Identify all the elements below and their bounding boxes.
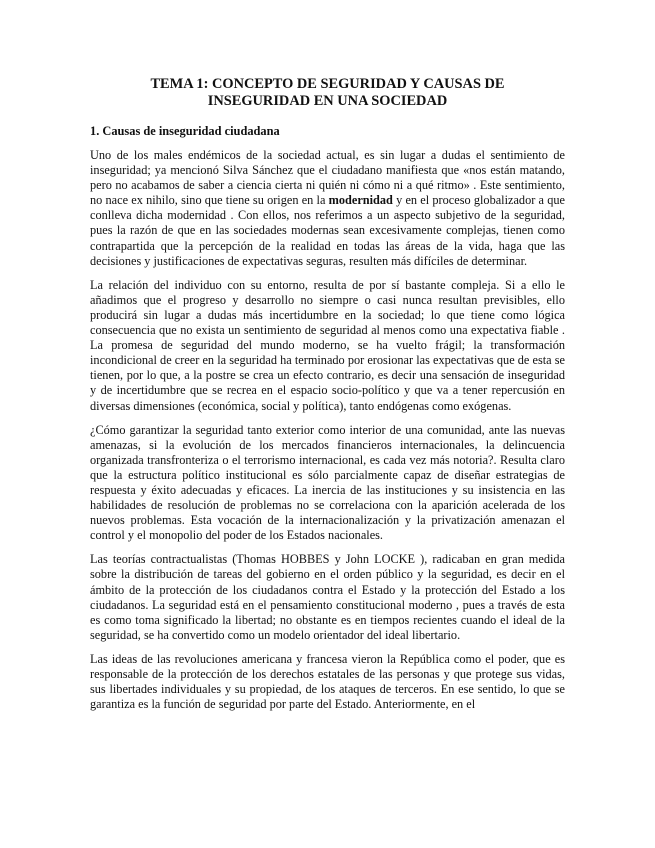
paragraph-1-bold-term: modernidad bbox=[328, 193, 393, 208]
paragraph-1 bbox=[90, 148, 565, 269]
paragraph-2: La relación del individuo con su entorno, resulta de por sí bastante compleja. Si a ello le añadimos que el progreso y desarrollo no siempre o casi nunca resultan previsibles, ello producirá sin lugar a dudas más incertidumbre en la sociedad; lo que tiene como lógica consecuencia que no exista un sentimiento de seguridad al menos como una expectativa fiable . La promesa de seguridad del mundo moderno, se ha vuelto frágil; la transformación incondicional de creer en la seguridad ha terminado por erosionar las expectativas que de esta se tienen, por lo que, a la postre se crea un efecto contrario, es decir una sensación de inseguridad y de incertidumbre que se recrea en el espacio socio-político y que va a tener repercusión en diversas dimensiones (económica, social y política), tanto endógenas como exógenas. bbox=[90, 277, 565, 413]
paragraph-1-text-a: Uno de los males endémicos de la sociedad actual, es sin lugar a dudas el sentimiento de inseguridad; ya mencionó Silva Sánchez que el ciudadano manifiesta que «nos están matando, pero no acabamos de saber a ciencia cierta ni quién ni cómo ni a qué ritmo» . Este sentimiento, no nace ex nihilo, sino que tiene su origen en la bbox=[90, 148, 565, 208]
paragraph-3: ¿Cómo garantizar la seguridad tanto exterior como interior de una comunidad, ante las nuevas amenazas, si la evolución de los mercados financieros internacionales, la delincuencia organizada transfronteriza o el terrorismo internacional, es cada vez más notoria?. Resulta claro que la estructura político institucional es sólo parcialmente capaz de diseñar estrategias de respuesta y éxito adecuadas y eficaces. La inercia de las instituciones y su insistencia en las habilidades de resolución de problemas no se correlaciona con la aparición acelerada de los nuevos problemas. Esta vocación de la internacionalización y la privatización amenazan el control y el monopolio del poder de los Estados nacionales. bbox=[90, 422, 565, 543]
document-title bbox=[90, 76, 565, 110]
title-line-2: INSEGURIDAD EN UNA SOCIEDAD bbox=[207, 93, 448, 109]
section-heading: 1. Causas de inseguridad ciudadana bbox=[90, 124, 280, 138]
paragraph-1-text-b: y en el proceso globalizador a que conlleva dicha modernidad . Con ellos, nos referimos a un aspecto subjetivo de la seguridad, pues la razón de que en las sociedades modernas sean excesivamente complejas, tienen como contrapartida que la percepción de la realidad en todas las áreas de la vida, haga que las decisiones y justificaciones de expectativas seguras, resulten más difíciles de determinar. bbox=[90, 193, 565, 268]
title-line-1: TEMA 1: CONCEPTO DE SEGURIDAD Y CAUSAS DE bbox=[150, 76, 505, 92]
paragraph-5: Las ideas de las revoluciones americana y francesa vieron la República como el poder, que es responsable de la protección de los derechos estatales de las personas y que protege sus vidas, sus libertades individuales y su propiedad, de los ataques de terceros. En ese sentido, lo que se garantiza es la función de seguridad por parte del Estado. Anteriormente, en el bbox=[90, 651, 565, 712]
paragraph-4: Las teorías contractualistas (Thomas HOBBES y John LOCKE ), radicaban en gran medida sobre la distribución de tareas del gobierno en el orden público y la seguridad, es decir en el ámbito de la protección de los ciudadanos contra el Estado y la protección del Estado a los ciudadanos. La seguridad está en el pensamiento constitucional moderno , pues a través de esta es como toma significado la libertad; no obstante es en tiempos recientes cuando el ideal de la seguridad, se ha convertido como un modelo orientador del ideal libertario. bbox=[90, 552, 565, 642]
document-page bbox=[90, 76, 565, 721]
